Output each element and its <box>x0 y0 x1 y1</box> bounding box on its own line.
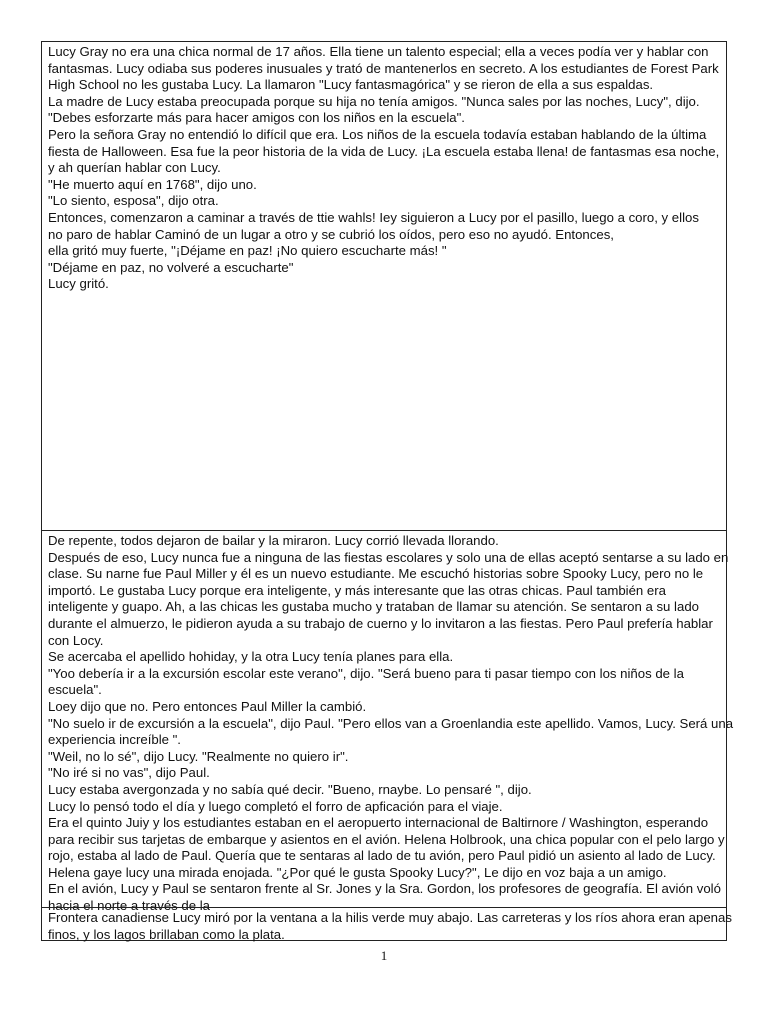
text-line: "He muerto aquí en 1768", dijo uno. <box>48 176 257 192</box>
text-block-3 <box>41 907 732 942</box>
text-line: Loey dijo que no. Pero entonces Paul Miller la cambió. <box>48 698 367 714</box>
text-line: "Yoo debería ir a la excursión escolar este verano", dijo. "Será bueno para ti pasar tiempo con los niños de la <box>48 665 684 681</box>
text-block-1 <box>41 41 727 531</box>
text-line: experiencia increíble ". <box>48 732 181 748</box>
text-line: y ah querían hablar con Lucy. <box>48 160 221 176</box>
text-line: Frontera canadiense Lucy miró por la ventana a la hilis verde muy abajo. Las carreteras y los ríos ahora eran apenas <box>48 910 732 925</box>
text-line: para recibir sus tarjetas de embarque y asientos en el avión. Helena Holbrook, una chica popular con el pelo largo y <box>48 831 725 847</box>
text-line: Después de eso, Lucy nunca fue a ninguna de las fiestas escolares y solo una de ellas aceptó sentarse a su lado en <box>48 549 729 565</box>
text-line: "Lo siento, esposa", dijo otra. <box>48 193 219 209</box>
text-line: La madre de Lucy estaba preocupada porque su hija no tenía amigos. "Nunca sales por las noches, Lucy", dijo. <box>48 93 700 109</box>
text-line: Helena gaye lucy una mirada enojada. "¿Por qué le gusta Spooky Lucy?", Le dijo en voz baja a un amigo. <box>48 864 667 880</box>
text-line: Lucy Gray no era una chica normal de 17 años. Ella tiene un talento especial; ella a veces podía ver y hablar con <box>48 44 709 59</box>
text-line: con Locy. <box>48 632 104 648</box>
text-line: ella gritó muy fuerte, "¡Déjame en paz! ¡No quiero escucharte más! " <box>48 243 447 259</box>
text-line: High School no les gustaba Lucy. La llamaron "Lucy fantasmagórica" y se rieron de ella a sus espaldas. <box>48 77 654 93</box>
text-line: Entonces, comenzaron a caminar a través de ttie wahls! Iey siguieron a Lucy por el pasillo, luego a coro, y ellos <box>48 209 699 225</box>
text-line: finos, y los lagos brillaban como la plata. <box>48 926 285 942</box>
text-line: fiesta de Halloween. Esa fue la peor historia de la vida de Lucy. ¡La escuela estaba llena! de fantasmas esa noche, <box>48 143 720 159</box>
text-line: De repente, todos dejaron de bailar y la miraron. Lucy corrió llevada llorando. <box>48 533 499 548</box>
text-line: Se acercaba el apellido hohiday, y la otra Lucy tenía planes para ella. <box>48 649 454 665</box>
text-line: rojo, estaba al lado de Paul. Quería que te sentaras al lado de tu avión, pero Paul pidió un asiento al lado de Lucy. <box>48 848 716 864</box>
text-line: clase. Su narne fue Paul Miller y él es un nuevo estudiante. Me escuchó historias sobre Spooky Lucy, pero no le <box>48 566 704 582</box>
text-line: durante el almuerzo, le pidieron ayuda a su trabajo de cuerno y lo invitaron a las fiestas. Pero Paul prefería hablar <box>48 615 713 631</box>
text-line: Lucy lo pensó todo el día y luego completó el forro de apficación para el viaje. <box>48 798 503 814</box>
text-line: Lucy estaba avergonzada y no sabía qué decir. "Bueno, rnaybe. Lo pensaré ", dijo. <box>48 781 532 797</box>
text-line: "Weil, no lo sé", dijo Lucy. "Realmente no quiero ir". <box>48 748 349 764</box>
text-line: escuela". <box>48 682 102 698</box>
text-line: "No suelo ir de excursión a la escuela", dijo Paul. "Pero ellos van a Groenlandia este apellido. Vamos, Lucy. Será una <box>48 715 734 731</box>
text-line: no paro de hablar Caminó de un lugar a otro y se cubrió los oídos, pero eso no ayudó. Entonces, <box>48 226 614 242</box>
text-line: fantasmas. Lucy odiaba sus poderes inusuales y trató de mantenerlos en secreto. A los estudiantes de Forest Park <box>48 60 719 76</box>
text-line: Era el quinto Juiy y los estudiantes estaban en el aeropuerto internacional de Baltirnore / Washington, esperando <box>48 815 709 831</box>
text-block-2 <box>41 530 734 914</box>
page-number: 1 <box>380 948 388 963</box>
text-line: Lucy gritó. <box>48 276 109 292</box>
text-line: "Déjame en paz, no volveré a escucharte" <box>48 259 294 275</box>
text-line: hacia el norte a través de la <box>48 898 211 914</box>
text-line: En el avión, Lucy y Paul se sentaron frente al Sr. Jones y la Sra. Gordon, los profesores de geografía. El avión voló <box>48 881 721 897</box>
text-line: importó. Le gustaba Lucy porque era inteligente, y más interesante que las otras chicas. Paul también era <box>48 582 666 598</box>
text-line: Pero la señora Gray no entendió lo difícil que era. Los niños de la escuela todavía estaban hablando de la última <box>48 126 707 142</box>
text-line: inteligente y guapo. Ah, a las chicas les gustaba mucho y trataban de llamar su atención. Se sentaron a su lado <box>48 599 699 615</box>
text-line: "No iré si no vas", dijo Paul. <box>48 765 210 781</box>
text-line: "Debes esforzarte más para hacer amigos con los niños en la escuela". <box>48 110 465 126</box>
